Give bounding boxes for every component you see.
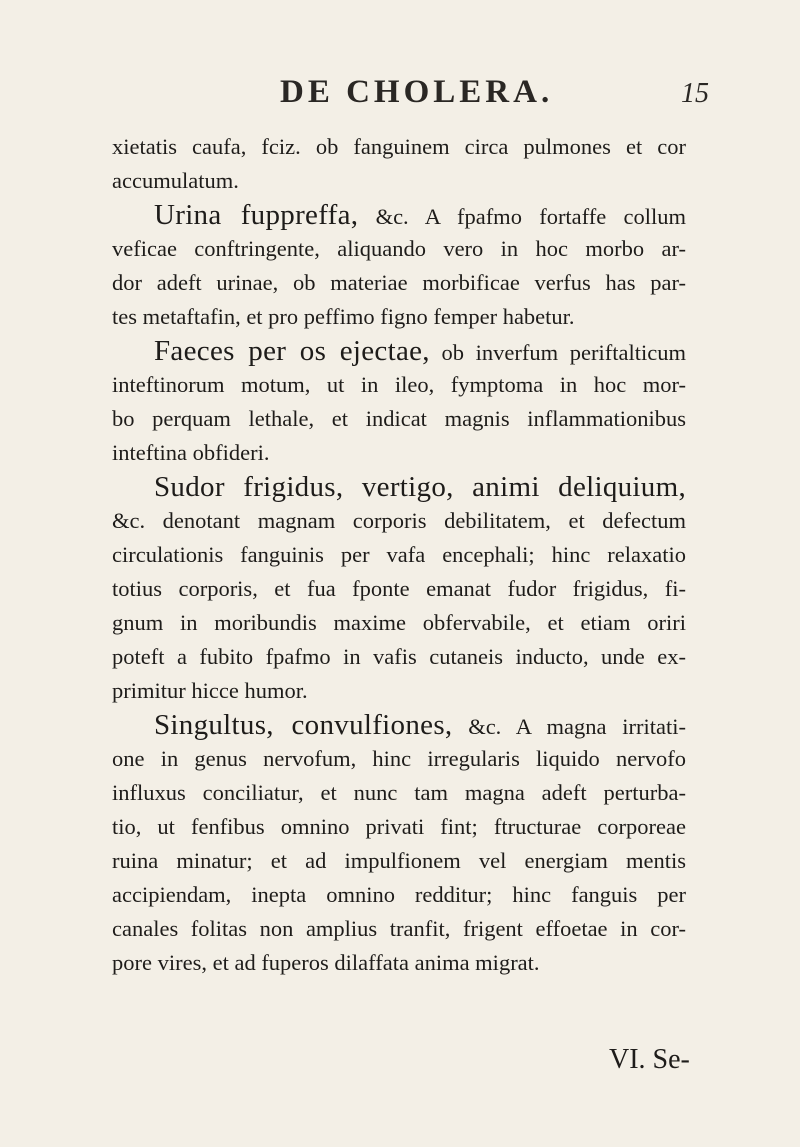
text-line-heading: Faeces per os ejectae, ob inverfum periftalticum [154,335,686,367]
text-line: one in genus nervofum, hinc irregularis liquido nervofo [112,746,686,771]
section-heading: Singultus, convulfiones, [154,709,453,741]
section-heading: Sudor frigidus, vertigo, animi deliquium, [154,471,686,503]
text-line: totius corporis, et fua fponte emanat fudor frigidus, fi- [112,576,686,601]
text-line-heading: Urina fuppreffa, &c. A fpafmo fortaffe collum [154,199,686,231]
text-line: primitur hicce humor. [112,678,308,703]
text-line: inteftina obfideri. [112,440,270,465]
text-line: influxus conciliatur, et nunc tam magna adeft perturba- [112,780,686,805]
text-line: accumulatum. [112,168,239,193]
text-line: bo perquam lethale, et indicat magnis inflammationibus [112,406,686,431]
text-line: dor adeft urinae, ob materiae morbificae verfus has par- [112,270,686,295]
section-heading: Urina fuppreffa, [154,199,359,231]
text-line: tio, ut fenfibus omnino privati fint; ftructurae corporeae [112,814,686,839]
text-line: gnum in moribundis maxime obfervabile, et etiam oriri [112,610,686,635]
text-line: ruina minatur; et ad impulfionem vel energiam mentis [112,848,686,873]
text-line: accipiendam, inepta omnino redditur; hinc fanguis per [112,882,686,907]
running-head [0,60,800,110]
text-line-heading [112,470,686,504]
text-line: xietatis caufa, fciz. ob fanguinem circa pulmones et cor [112,134,686,159]
section-heading: Faeces per os ejectae, [154,335,430,367]
text-line: poteft a fubito fpafmo in vafis cutaneis inducto, unde ex- [112,644,686,669]
text-line: veficae conftringente, aliquando vero in hoc morbo ar- [112,236,686,261]
running-title: DE CHOLERA. [280,74,554,110]
body-text [112,130,686,980]
text-line: inteftinorum motum, ut in ileo, fymptoma in hoc mor- [112,372,686,397]
text-line-heading: Singultus, convulfiones, &c. A magna irritati- [154,709,686,741]
text-line: circulationis fanguinis per vafa encephali; hinc relaxatio [112,542,686,567]
text-line: tes metaftafin, et pro peffimo figno femper habetur. [112,304,575,329]
text-line: &c. denotant magnam corporis debilitatem, et defectum [112,508,686,533]
text-line: canales folitas non amplius tranfit, frigent effoetae in cor- [112,916,686,941]
page-number: 15 [681,78,709,109]
catchword: VI. Se- [609,1044,690,1075]
text-line: pore vires, et ad fuperos dilaffata anima migrat. [112,950,540,975]
